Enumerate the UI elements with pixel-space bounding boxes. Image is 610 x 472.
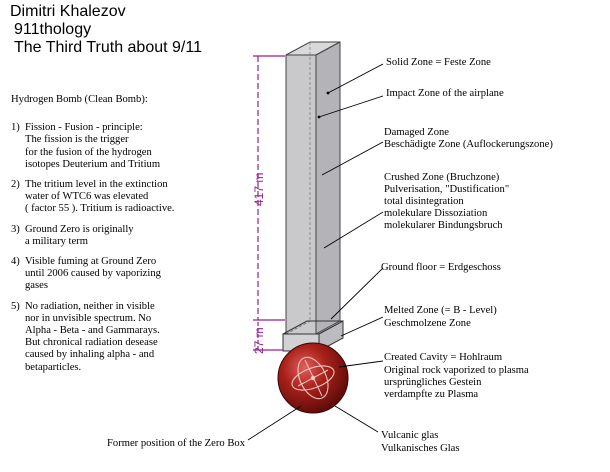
note-text: Visible fuming at Ground Zero until 2006 caused by vaporizing gases bbox=[25, 256, 161, 292]
leader-former bbox=[248, 406, 301, 440]
label-cavity-line4: verdampfte zu Plasma bbox=[384, 389, 479, 400]
label-solid-zone: Solid Zone = Feste Zone bbox=[386, 57, 491, 68]
hydrogen-bomb-heading: Hydrogen Bomb (Clean Bomb): bbox=[11, 94, 148, 105]
label-zero-box: Former position of the Zero Box bbox=[107, 438, 245, 449]
tower-side-face bbox=[316, 42, 340, 334]
label-cavity-line2: Original rock vaporized to plasma bbox=[384, 365, 529, 376]
tower-front-face bbox=[286, 55, 316, 334]
label-cavity-line3: ursprüngliches Gestein bbox=[384, 377, 482, 388]
label-melted-zone-de: Geschmolzene Zone bbox=[384, 318, 471, 329]
note-number: 2) bbox=[11, 179, 20, 191]
note-text: The tritium level in the extinction water of WTC6 was elevated ( factor 55 ). Tritium is radioactive. bbox=[25, 179, 175, 215]
label-vulcanic-glas: Vulcanic glas bbox=[381, 430, 439, 441]
label-cavity: Created Cavity = Hohlraum bbox=[384, 352, 503, 363]
subtitle-third-truth: The Third Truth about 9/11 bbox=[14, 39, 202, 56]
note-number: 1) bbox=[11, 122, 20, 134]
leader-melted bbox=[341, 317, 383, 336]
note-number: 4) bbox=[11, 256, 20, 268]
label-damaged-zone-de: Beschädigte Zone (Auflockerungszone) bbox=[384, 139, 553, 150]
leader-vulcanic bbox=[335, 406, 378, 432]
note-number: 3) bbox=[11, 223, 20, 235]
note-text: Ground Zero is originally a military term bbox=[25, 223, 134, 247]
label-vulcanic-glas-de: Vulkanisches Glas bbox=[381, 443, 460, 454]
label-impact-zone: Impact Zone of the airplane bbox=[386, 88, 504, 99]
subtitle-911thology: 911thology bbox=[14, 21, 92, 38]
label-crushed-line5: molekularer Bindungsbruch bbox=[384, 220, 503, 231]
label-melted-zone: Melted Zone (= B - Level) bbox=[384, 305, 497, 316]
label-ground-floor: Ground floor = Erdgeschoss bbox=[381, 262, 501, 273]
label-crushed-line4: molekulare Dissoziation bbox=[384, 208, 488, 219]
tower-prism bbox=[286, 42, 340, 334]
dimension-27m: 27 m bbox=[252, 327, 266, 354]
label-damaged-zone: Damaged Zone bbox=[384, 127, 450, 138]
note-text: Fission - Fusion - principle: The fission is the trigger for the fusion of the hydrogen isotopes Deuterium and Tritium bbox=[25, 122, 161, 170]
note-number: 5) bbox=[11, 300, 20, 312]
label-crushed-zone: Crushed Zone (Bruchzone) bbox=[384, 172, 500, 183]
label-crushed-line3: total disintegration bbox=[384, 196, 464, 207]
label-crushed-line2: Pulverisation, "Dustification" bbox=[384, 184, 510, 195]
note-text: No radiation, neither in visible nor in unvisible spectrum. No Alpha - Beta - and Gammarays. But chronical radiation desease caused by inhaling alpha - and betaparticles. bbox=[25, 300, 160, 373]
author-title: Dimitri Khalezov bbox=[10, 3, 126, 20]
cavity-sphere bbox=[278, 343, 348, 413]
dimension-417m: 417 m bbox=[252, 172, 266, 206]
